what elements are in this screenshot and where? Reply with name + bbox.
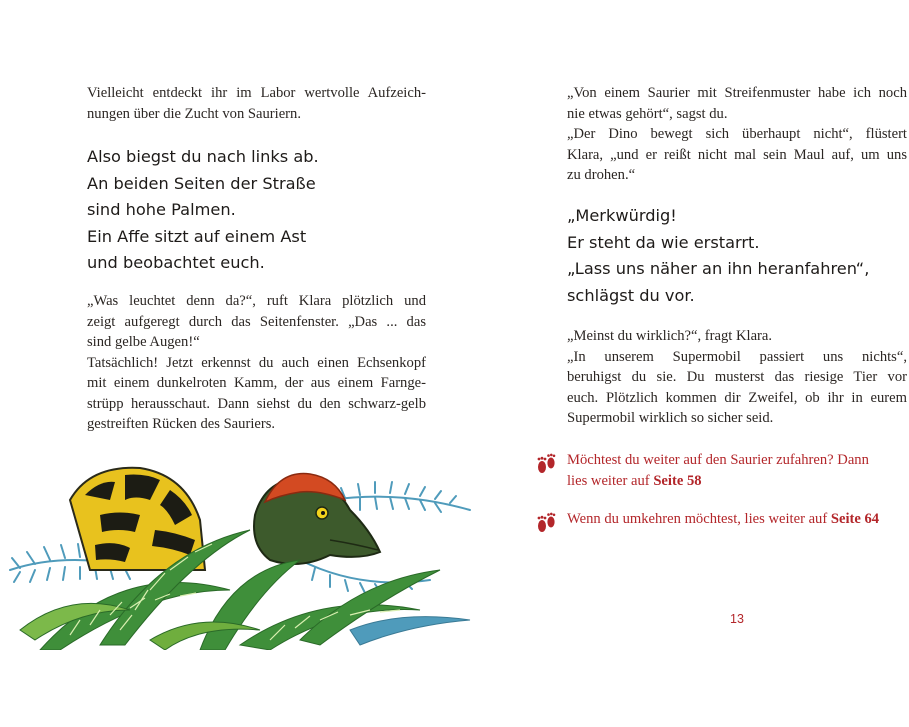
page-link-64[interactable]: Seite 64 <box>830 511 880 527</box>
text-line: Also biegst du nach links ab. <box>87 147 319 166</box>
footprints-icon <box>535 452 557 476</box>
left-paragraph-1 <box>87 83 426 124</box>
text-line: „Von einem Saurier mit Streifenmuster habe ich noch <box>567 85 907 101</box>
choice-line-prefix: Wenn du umkehren möchtest, lies weiter auf <box>567 511 831 527</box>
text-line: nie etwas gehört“, sagst du. <box>567 105 728 122</box>
text-line: An beiden Seiten der Straße <box>87 173 316 193</box>
choice-line-prefix: lies weiter auf <box>567 472 654 489</box>
text-line: „Was leuchtet denn da?“, ruft Klara plötzlich und <box>87 293 426 309</box>
text-line: schlägst du vor. <box>567 285 695 305</box>
text-line: nungen über die Zucht von Sauriern. <box>87 105 301 122</box>
text-line: euch. Plötzlich kommen dir Zweifel, ob ihr in eurem <box>567 389 907 406</box>
dinosaur-head <box>254 474 380 564</box>
text-line: „Der Dino bewegt sich überhaupt nicht“, flüstert <box>567 126 907 142</box>
text-line: Ein Affe sitzt auf einem Ast <box>87 226 307 246</box>
right-large-print-text <box>567 203 907 309</box>
text-line: Vielleicht entdeckt ihr im Labor wertvolle Aufzeich- <box>87 85 426 101</box>
choice-line: Möchtest du weiter auf den Saurier zufahren? Dann <box>567 452 869 468</box>
text-line: beruhigst du sie. Du musterst das riesige Tier vor <box>567 369 907 385</box>
text-line: mit einem dunkelroten Kamm, der aus einem Farnge- <box>87 375 426 391</box>
text-line: Klara, „und er reißt nicht mal sein Maul auf, um uns <box>567 146 907 163</box>
text-line: Supermobil wirklich so sicher seid. <box>567 410 774 426</box>
page-link-58[interactable]: Seite 58 <box>653 472 702 489</box>
text-line: sind hohe Palmen. <box>87 200 236 219</box>
right-paragraph-2 <box>567 326 907 429</box>
left-large-print-text <box>87 144 427 277</box>
choice-line <box>567 471 907 492</box>
text-line: und beobachtet euch. <box>87 253 265 272</box>
text-line: strüpp herausschaut. Dann siehst du den schwarz-gelb <box>87 395 426 412</box>
text-line: zeigt aufgeregt durch das Seitenfenster. „Das ... das <box>87 313 426 330</box>
choice-turn-back[interactable] <box>535 509 907 533</box>
text-line: „In unserem Supermobil passiert uns nichts“, <box>567 348 907 365</box>
footprints-icon <box>535 511 557 535</box>
choice-continue-to-dinosaur[interactable] <box>535 450 907 494</box>
text-line: „Merkwürdig! <box>567 206 677 225</box>
text-line: sind gelbe Augen!“ <box>87 334 200 350</box>
dinosaur-in-ferns-illustration <box>0 440 480 650</box>
text-line: Er steht da wie erstarrt. <box>567 232 760 252</box>
page-number: 13 <box>730 612 744 626</box>
text-line: „Meinst du wirklich?“, fragt Klara. <box>567 328 773 344</box>
choice-text[interactable] <box>567 450 907 491</box>
text-line: zu drohen.“ <box>567 167 636 183</box>
left-paragraph-2 <box>87 291 426 435</box>
text-line: Tatsächlich! Jetzt erkennst du auch einen Echsenkopf <box>87 354 426 371</box>
choice-text[interactable] <box>567 509 907 530</box>
text-line: „Lass uns näher an ihn heranfahren“, <box>567 259 870 278</box>
dinosaur-back <box>70 468 205 570</box>
right-paragraph-1 <box>567 83 907 186</box>
choice-line <box>567 509 907 530</box>
right-page <box>455 0 909 727</box>
text-line: gestreiften Rücken des Sauriers. <box>87 416 276 432</box>
